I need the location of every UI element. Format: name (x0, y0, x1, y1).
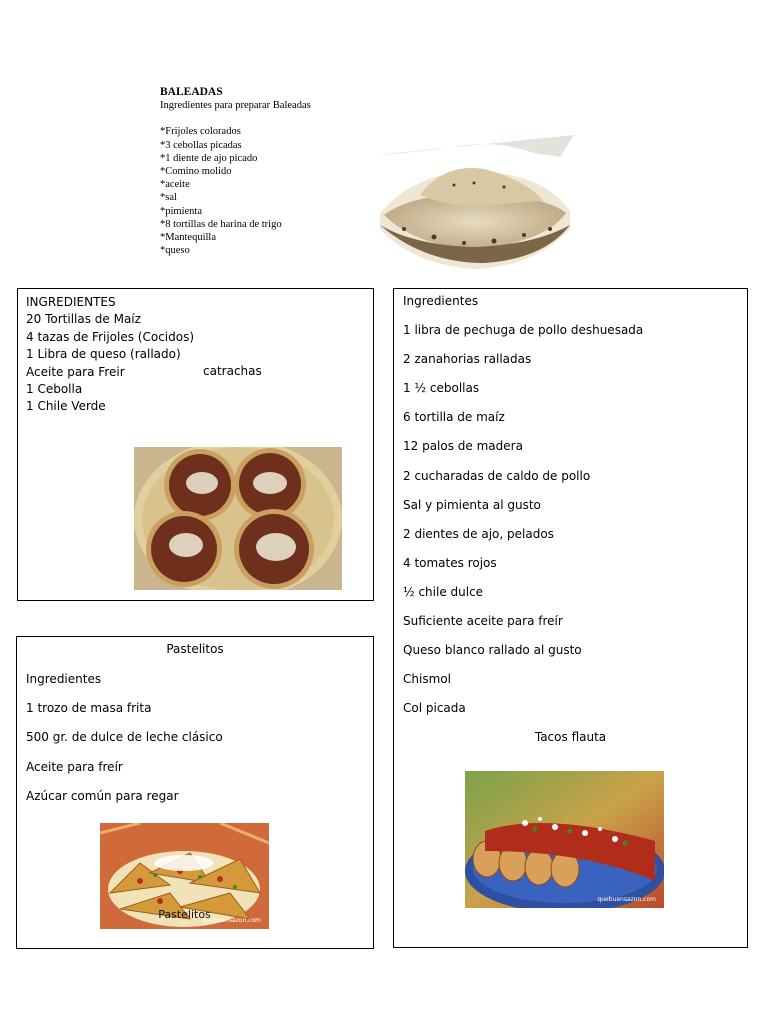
baleadas-item: *3 cebollas picadas (160, 139, 242, 151)
tacos-watermark: quebuensazon.com (597, 896, 656, 903)
pollo-line: Chismol (403, 672, 451, 687)
pollo-line: Ingredientes (403, 294, 479, 308)
catrachas-photo (134, 447, 342, 590)
baleadas-item: *8 tortillas de harina de trigo (160, 218, 282, 230)
baleadas-subtitle: Ingredientes para preparar Baleadas (160, 100, 311, 112)
baleadas-item: *queso (160, 245, 190, 257)
baleadas-title: BALEADAS (160, 86, 223, 98)
pollo-line: 2 cucharadas de caldo de pollo (403, 468, 591, 483)
pastelitos-line: 500 gr. de dulce de leche clásico (26, 730, 223, 745)
pastelitos-recipe-box (16, 636, 374, 949)
catrachas-line: INGREDIENTES (26, 295, 116, 309)
catrachas-label: catrachas (203, 364, 262, 378)
baleadas-item: *aceite (160, 179, 190, 191)
pollo-line: Queso blanco rallado al gusto (403, 643, 582, 658)
tacos-flauta-photo (465, 771, 664, 908)
pollo-line: 2 zanahorias ralladas (403, 352, 532, 367)
pollo-line: Col picada (403, 701, 466, 716)
pastelitos-line: Ingredientes (26, 672, 102, 686)
catrachas-recipe-box (17, 288, 374, 601)
pollo-line: ½ chile dulce (403, 584, 484, 599)
pollo-line: 6 tortilla de maíz (403, 410, 505, 425)
catrachas-line: 1 Libra de queso (rallado) (26, 347, 181, 362)
tacos-flauta-recipe-box (393, 288, 748, 948)
tacos-flauta-title: Tacos flauta (534, 730, 607, 744)
baleadas-item: *sal (160, 192, 177, 204)
baleadas-item: *1 diente de ajo picado (160, 152, 258, 164)
catrachas-line: 4 tazas de Frijoles (Cocidos) (26, 329, 195, 344)
pastelitos-watermark: quebuensazon.com (202, 917, 261, 924)
catrachas-line: 1 Cebolla (26, 382, 83, 397)
pollo-line: 4 tomates rojos (403, 555, 497, 570)
pastelitos-caption: Pastelitos (158, 908, 211, 921)
pollo-line: 1 ½ cebollas (403, 381, 480, 396)
baleadas-item: *pimienta (160, 205, 202, 217)
baleadas-item: *Comino molido (160, 166, 232, 178)
pollo-line: 12 palos de madera (403, 439, 523, 454)
pastelitos-line: Azúcar común para regar (26, 788, 179, 803)
baleadas-recipe (160, 86, 370, 257)
pastelitos-line: Aceite para freír (26, 759, 123, 774)
catrachas-line: 1 Chile Verde (26, 399, 106, 414)
pastelitos-photo (100, 823, 269, 929)
pastelitos-title: Pastelitos (166, 642, 224, 656)
baleadas-photo (374, 133, 576, 269)
pollo-line: 1 libra de pechuga de pollo deshuesada (403, 323, 644, 338)
baleadas-item: *Frijoles colorados (160, 126, 241, 138)
pollo-line: Suficiente aceite para freír (403, 614, 563, 629)
pollo-line: Sal y pimienta al gusto (403, 497, 541, 512)
baleadas-item: *Mantequilla (160, 232, 216, 244)
catrachas-line: Aceite para Freir (26, 364, 125, 379)
pollo-line: 2 dientes de ajo, pelados (403, 526, 554, 541)
catrachas-line: 20 Tortillas de Maíz (26, 312, 141, 327)
pastelitos-line: 1 trozo de masa frita (26, 701, 152, 716)
